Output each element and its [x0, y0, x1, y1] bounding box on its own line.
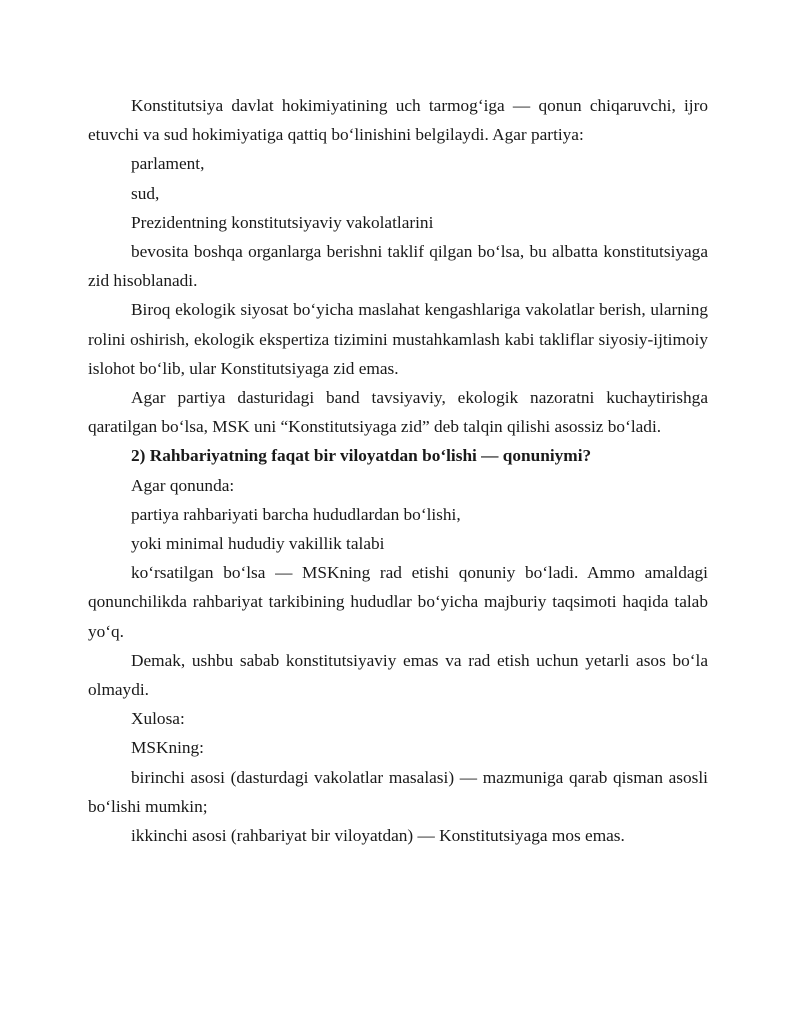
- list-item-parliament: parlament,: [131, 154, 205, 174]
- paragraph-advisory-clause: Agar partiya dasturidagi band tavsiyaviy, ekologik nazoratni kuchaytirishga qaratilgan bo‘lsa, MSK uni “Konstitutsiyaga zid” deb talqin qilishi asossiz bo‘ladi.: [88, 388, 708, 437]
- paragraph-separation-of-powers: Konstitutsiya davlat hokimiyatining uch tarmog‘iga — qonun chiqaruvchi, ijro etuvchi va sud hokimiyatiga qattiq bo‘linishini belgilaydi. Agar partiya:: [88, 96, 708, 145]
- list-item-all-regions: partiya rahbariyati barcha hududlardan bo‘lishi,: [131, 504, 461, 524]
- list-item-minimal-representation: yoki minimal hududiy vakillik talabi: [131, 534, 385, 554]
- msk-label: MSKning:: [131, 738, 204, 758]
- paragraph-ecological-policy: Biroq ekologik siyosat bo‘yicha maslahat kengashlariga vakolatlar berish, ularning rolini oshirish, ekologik ekspertiza tizimini mustahkamlash kabi takliflar siyosiy-ijtimoiy islohot bo‘lib, ular Konstitutsiyaga zid emas.: [88, 300, 708, 378]
- document-body: [88, 91, 708, 850]
- list-item-court: sud,: [131, 183, 160, 203]
- conclusion-first-ground: birinchi asosi (dasturdagi vakolatlar masalasi) — mazmuniga qarab qisman asosli bo‘lishi mumkin;: [88, 767, 708, 816]
- paragraph-therefore: Demak, ushbu sabab konstitutsiyaviy emas va rad etish uchun yetarli asos bo‘la olmaydi.: [88, 650, 708, 700]
- paragraph-rejection-legality: ko‘rsatilgan bo‘lsa — MSKning rad etishi qonuniy bo‘ladi. Ammo amaldagi qonunchilikda rahbariyat tarkibining hududlar bo‘yicha majburiy taqsimoti haqida talab yo‘q.: [88, 563, 708, 641]
- list-item-president-powers: Prezidentning konstitutsiyaviy vakolatlarini: [131, 212, 434, 232]
- paragraph-unconstitutional: bevosita boshqa organlarga berishni taklif qilgan bo‘lsa, bu albatta konstitutsiyaga zid hisoblanadi.: [88, 242, 708, 291]
- conclusion-label: Xulosa:: [131, 709, 185, 729]
- paragraph-if-law: Agar qonunda:: [131, 475, 235, 495]
- section-heading-leadership: 2) Rahbariyatning faqat bir viloyatdan bo‘lishi — qonuniymi?: [131, 446, 592, 466]
- conclusion-second-ground: ikkinchi asosi (rahbariyat bir viloyatdan) — Konstitutsiyaga mos emas.: [131, 826, 625, 846]
